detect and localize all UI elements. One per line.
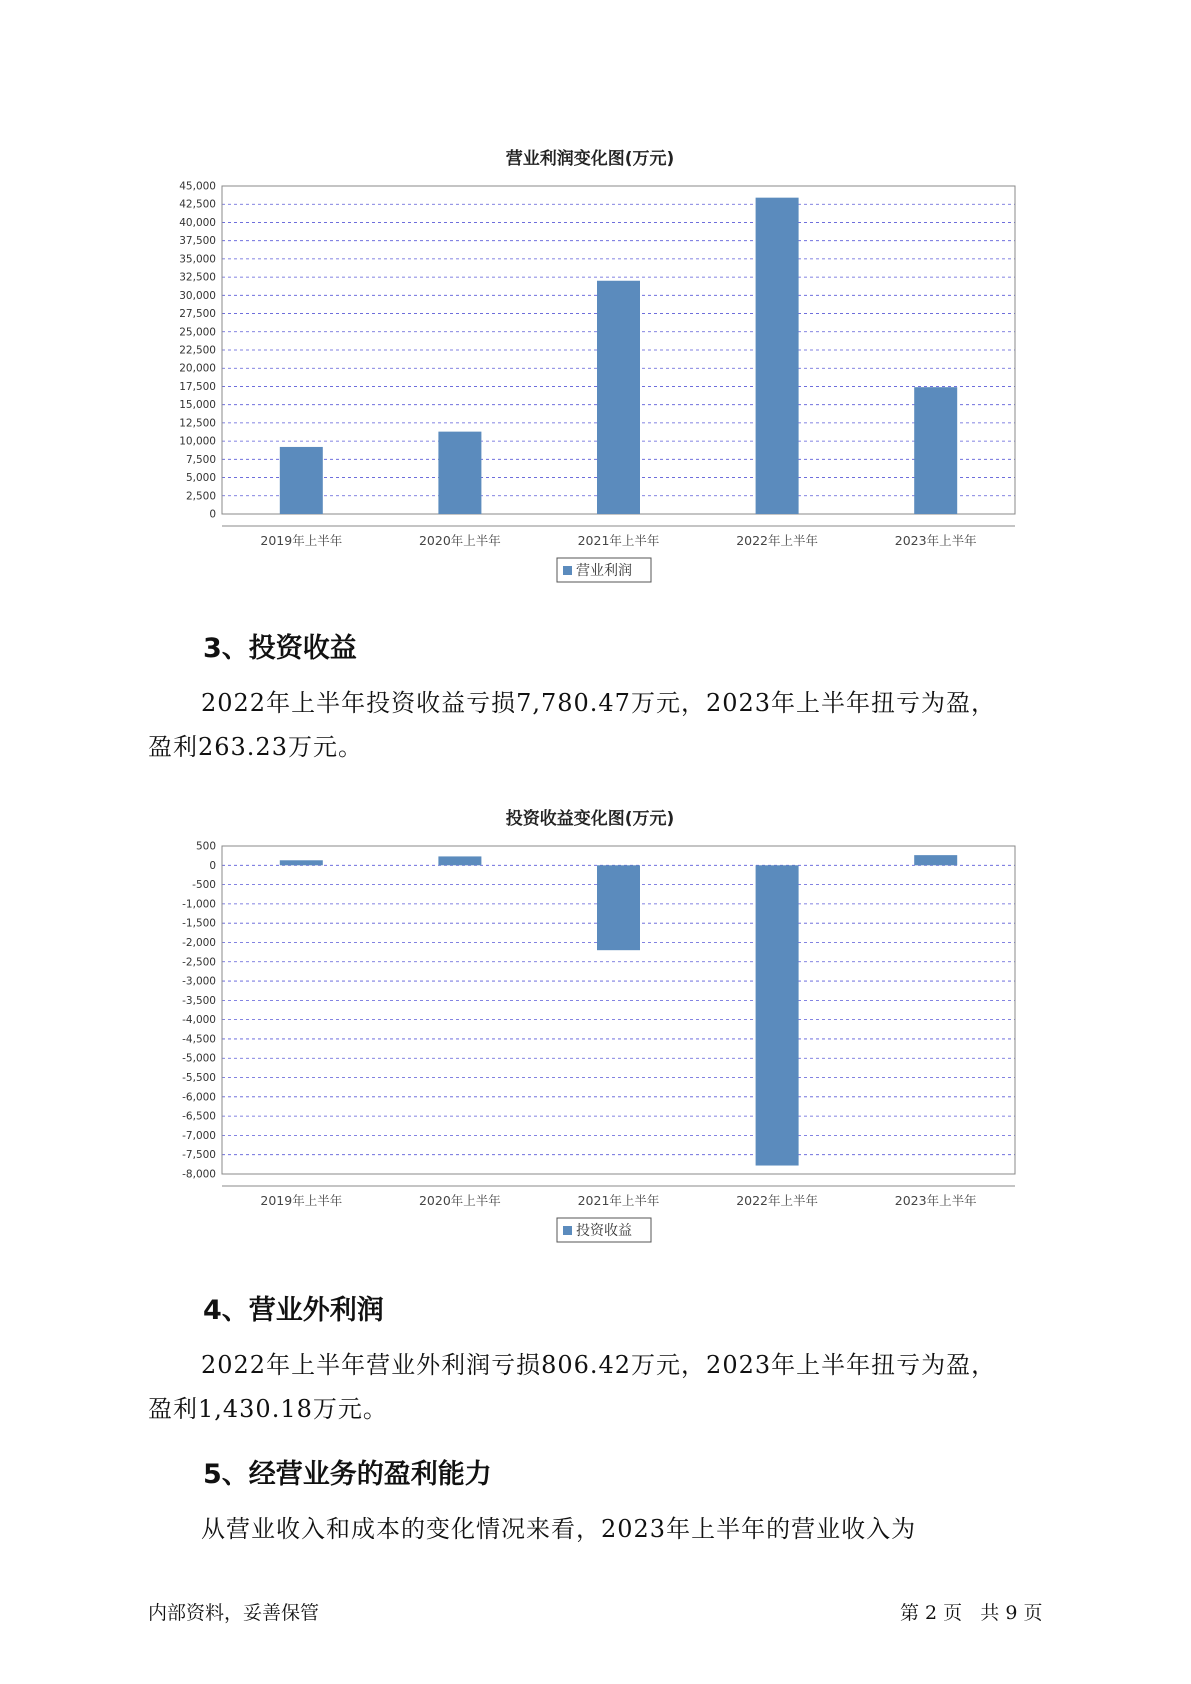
legend-label: 投资收益 (576, 1223, 632, 1239)
y-tick-label: -500 (192, 879, 216, 892)
x-tick-label: 2022年上半年 (736, 533, 819, 548)
y-tick-label: 7,500 (185, 453, 216, 466)
footer-page-number: 第 2 页 共 9 页 (900, 1602, 1043, 1624)
legend-swatch (563, 566, 572, 575)
x-tick-label: 2020年上半年 (418, 533, 501, 548)
y-tick-label: 20,000 (179, 362, 216, 375)
x-tick-label: 2023年上半年 (894, 533, 977, 548)
y-tick-label: 45,000 (179, 180, 216, 193)
paragraph-line: 2022年上半年营业外利润亏损806.42万元，2023年上半年扭亏为盈， (201, 1351, 997, 1379)
section-paragraph (148, 681, 1048, 769)
y-tick-label: 32,500 (179, 271, 216, 284)
y-tick-label: 500 (195, 840, 216, 853)
y-tick-label: 37,500 (179, 235, 216, 248)
paragraph-line: 从营业收入和成本的变化情况来看，2023年上半年的营业收入为 (201, 1515, 917, 1543)
y-tick-label: -3,000 (182, 975, 216, 988)
investment-income-chart (165, 800, 1015, 1260)
chart-svg (165, 140, 1015, 600)
y-tick-label: -6,500 (182, 1110, 216, 1123)
bar (597, 281, 640, 514)
x-tick-label: 2019年上半年 (260, 533, 343, 548)
y-tick-label: 5,000 (185, 472, 216, 485)
bar (438, 856, 481, 865)
section-paragraph (148, 1507, 1048, 1551)
legend-label: 营业利润 (576, 563, 632, 579)
bar (756, 198, 799, 514)
y-tick-label: -8,000 (182, 1168, 216, 1181)
y-tick-label: 30,000 (179, 289, 216, 302)
x-tick-label: 2020年上半年 (418, 1193, 501, 1208)
operating-profit-chart (165, 140, 1015, 600)
x-tick-label: 2021年上半年 (577, 1193, 660, 1208)
bar (597, 865, 640, 950)
y-tick-label: 22,500 (179, 344, 216, 357)
section-heading-investment-income: 3、投资收益 (203, 633, 357, 664)
y-tick-label: -3,500 (182, 994, 216, 1007)
x-tick-label: 2022年上半年 (736, 1193, 819, 1208)
section-heading-non-operating-profit: 4、营业外利润 (203, 1295, 384, 1326)
y-tick-label: 40,000 (179, 216, 216, 229)
y-tick-label: 0 (209, 508, 216, 521)
y-tick-label: 12,500 (179, 417, 216, 430)
y-tick-label: -2,000 (182, 936, 216, 949)
y-tick-label: 0 (209, 859, 216, 872)
footer-confidential-note: 内部资料，妥善保管 (148, 1602, 320, 1624)
bar (914, 855, 957, 865)
y-tick-label: -7,500 (182, 1149, 216, 1162)
x-tick-label: 2021年上半年 (577, 533, 660, 548)
section-paragraph (148, 1343, 1048, 1431)
bar (756, 865, 799, 1165)
y-tick-label: 35,000 (179, 253, 216, 266)
paragraph-line: 盈利263.23万元。 (148, 733, 363, 761)
y-tick-label: 10,000 (179, 435, 216, 448)
y-tick-label: 2,500 (185, 490, 216, 503)
x-tick-label: 2023年上半年 (894, 1193, 977, 1208)
y-tick-label: 27,500 (179, 308, 216, 321)
y-tick-label: 42,500 (179, 198, 216, 211)
paragraph-line: 2022年上半年投资收益亏损7,780.47万元，2023年上半年扭亏为盈， (201, 689, 997, 717)
y-tick-label: -2,500 (182, 956, 216, 969)
bar (280, 860, 323, 865)
y-tick-label: 15,000 (179, 399, 216, 412)
chart-title: 营业利润变化图(万元) (505, 149, 675, 169)
paragraph-line: 盈利1,430.18万元。 (148, 1395, 388, 1423)
y-tick-label: 25,000 (179, 326, 216, 339)
x-tick-label: 2019年上半年 (260, 1193, 343, 1208)
y-tick-label: -4,000 (182, 1014, 216, 1027)
y-tick-label: 17,500 (179, 380, 216, 393)
y-tick-label: -1,000 (182, 898, 216, 911)
y-tick-label: -4,500 (182, 1033, 216, 1046)
legend-swatch (563, 1226, 572, 1235)
y-tick-label: -1,500 (182, 917, 216, 930)
y-tick-label: -5,000 (182, 1052, 216, 1065)
section-heading-profitability: 5、经营业务的盈利能力 (203, 1459, 492, 1490)
y-tick-label: -5,500 (182, 1072, 216, 1085)
bar (438, 432, 481, 514)
y-tick-label: -7,000 (182, 1129, 216, 1142)
chart-title: 投资收益变化图(万元) (505, 809, 675, 829)
bar (280, 447, 323, 514)
bar (914, 387, 957, 514)
chart-svg (165, 800, 1015, 1260)
y-tick-label: -6,000 (182, 1091, 216, 1104)
